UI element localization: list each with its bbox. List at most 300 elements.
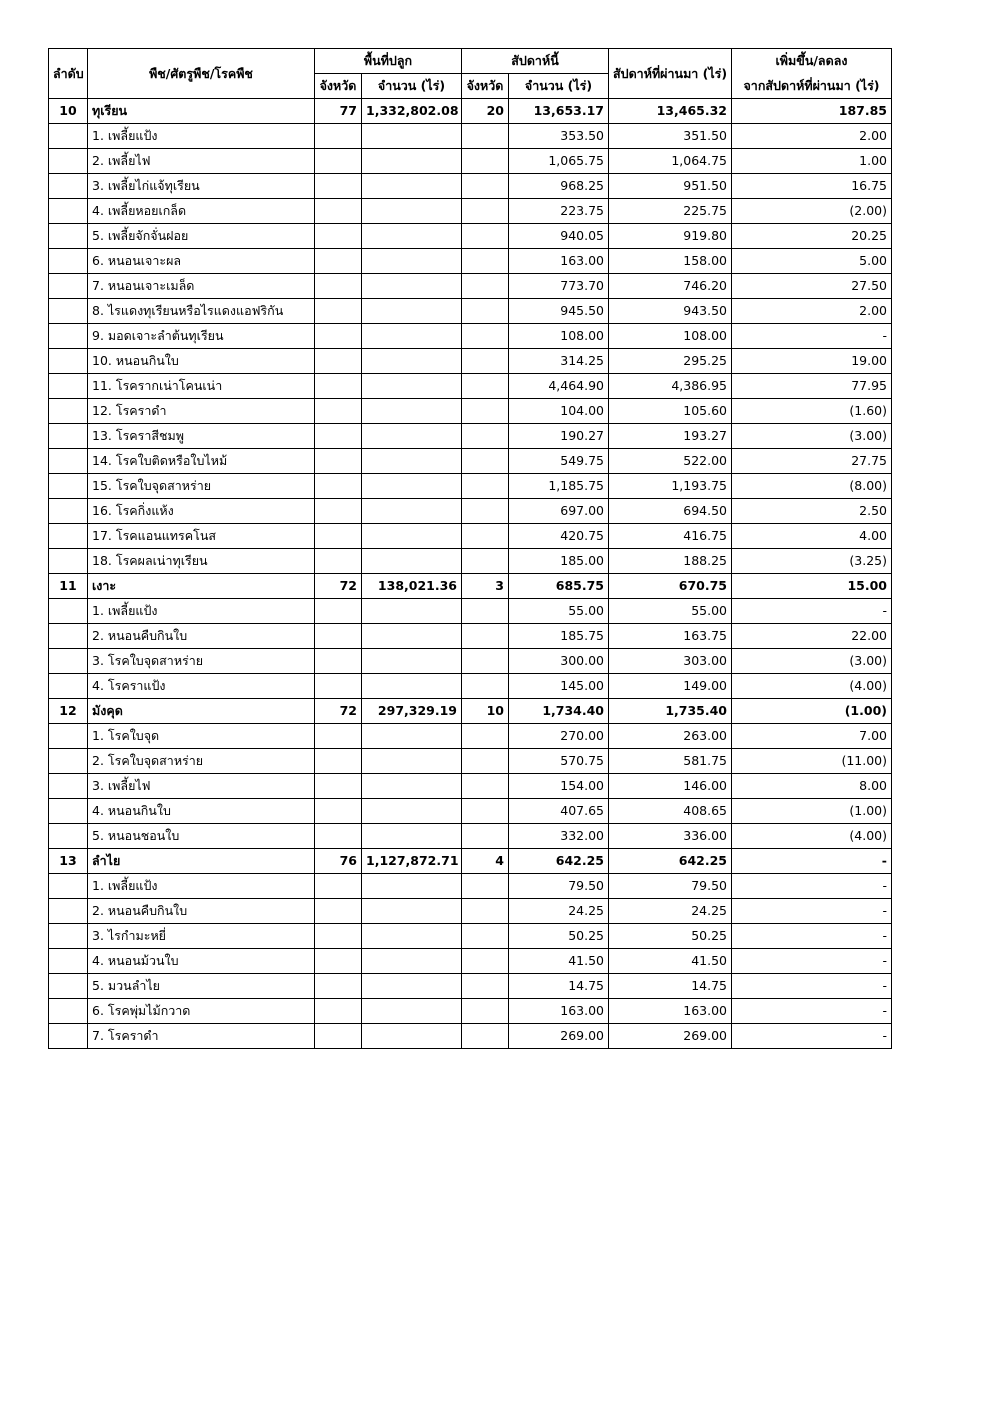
pest-name: 12. โรคราดำ [88, 399, 315, 424]
pest-provinces-empty [315, 799, 362, 824]
pest-week-area: 420.75 [509, 524, 609, 549]
crop-name: ทุเรียน [88, 99, 315, 124]
pest-week-area: 145.00 [509, 674, 609, 699]
pest-week-provinces-empty [462, 399, 509, 424]
pest-planted-area-empty [362, 974, 462, 999]
pest-planted-area-empty [362, 524, 462, 549]
pest-row [49, 424, 892, 449]
pest-last-week: 41.50 [609, 949, 732, 974]
pest-last-week: 108.00 [609, 324, 732, 349]
pest-last-week: 1,064.75 [609, 149, 732, 174]
crop-row [49, 699, 892, 724]
pest-name: 8. ไรแดงทุเรียนหรือไรแดงแอฟริกัน [88, 299, 315, 324]
pest-change: - [732, 599, 892, 624]
pest-week-area: 269.00 [509, 1024, 609, 1049]
crop-week-area: 685.75 [509, 574, 609, 599]
pest-week-area: 41.50 [509, 949, 609, 974]
pest-name: 2. เพลี้ยไฟ [88, 149, 315, 174]
pest-row [49, 299, 892, 324]
pest-name: 4. หนอนกินใบ [88, 799, 315, 824]
pest-change: 8.00 [732, 774, 892, 799]
pest-number-empty [49, 649, 88, 674]
pest-week-area: 1,065.75 [509, 149, 609, 174]
pest-week-area: 300.00 [509, 649, 609, 674]
pest-change: 22.00 [732, 624, 892, 649]
pest-row [49, 999, 892, 1024]
pest-row [49, 924, 892, 949]
pest-number-empty [49, 449, 88, 474]
pest-week-area: 185.75 [509, 624, 609, 649]
pest-name: 4. โรคราแป้ง [88, 674, 315, 699]
crop-provinces: 72 [315, 574, 362, 599]
crop-week-provinces: 3 [462, 574, 509, 599]
crop-last-week: 670.75 [609, 574, 732, 599]
pest-week-provinces-empty [462, 274, 509, 299]
pest-planted-area-empty [362, 899, 462, 924]
header-week-province: จังหวัด [462, 74, 509, 99]
pest-last-week: 146.00 [609, 774, 732, 799]
pest-change: - [732, 974, 892, 999]
pest-number-empty [49, 949, 88, 974]
pest-row [49, 274, 892, 299]
pest-row [49, 774, 892, 799]
pest-last-week: 269.00 [609, 1024, 732, 1049]
pest-last-week: 746.20 [609, 274, 732, 299]
header-week-amount: จำนวน (ไร่) [509, 74, 609, 99]
pest-number-empty [49, 624, 88, 649]
pest-provinces-empty [315, 949, 362, 974]
pest-row [49, 449, 892, 474]
pest-last-week: 193.27 [609, 424, 732, 449]
pest-name: 7. โรคราดำ [88, 1024, 315, 1049]
crop-change: 187.85 [732, 99, 892, 124]
pest-row [49, 224, 892, 249]
pest-number-empty [49, 824, 88, 849]
pest-number-empty [49, 149, 88, 174]
pest-provinces-empty [315, 724, 362, 749]
pest-row [49, 874, 892, 899]
pest-week-provinces-empty [462, 524, 509, 549]
pest-name: 18. โรคผลเน่าทุเรียน [88, 549, 315, 574]
pest-week-area: 163.00 [509, 999, 609, 1024]
pest-last-week: 581.75 [609, 749, 732, 774]
pest-week-provinces-empty [462, 499, 509, 524]
pest-week-provinces-empty [462, 324, 509, 349]
pest-week-provinces-empty [462, 549, 509, 574]
crop-week-provinces: 10 [462, 699, 509, 724]
pest-number-empty [49, 999, 88, 1024]
pest-change: (3.00) [732, 424, 892, 449]
pest-week-area: 14.75 [509, 974, 609, 999]
crop-week-area: 642.25 [509, 849, 609, 874]
pest-change: 20.25 [732, 224, 892, 249]
pest-last-week: 105.60 [609, 399, 732, 424]
pest-planted-area-empty [362, 174, 462, 199]
pest-change: 4.00 [732, 524, 892, 549]
pest-last-week: 55.00 [609, 599, 732, 624]
pest-week-area: 4,464.90 [509, 374, 609, 399]
pest-week-provinces-empty [462, 999, 509, 1024]
crop-number: 13 [49, 849, 88, 874]
pest-last-week: 263.00 [609, 724, 732, 749]
pest-provinces-empty [315, 399, 362, 424]
pest-change: 27.75 [732, 449, 892, 474]
pest-planted-area-empty [362, 549, 462, 574]
crop-planted-area: 297,329.19 [362, 699, 462, 724]
pest-name: 13. โรคราสีชมพู [88, 424, 315, 449]
pest-row [49, 599, 892, 624]
pest-provinces-empty [315, 1024, 362, 1049]
crop-number: 12 [49, 699, 88, 724]
pest-week-provinces-empty [462, 824, 509, 849]
pest-name: 15. โรคใบจุดสาหร่าย [88, 474, 315, 499]
pest-change: 77.95 [732, 374, 892, 399]
pest-last-week: 225.75 [609, 199, 732, 224]
pest-week-area: 108.00 [509, 324, 609, 349]
pest-row [49, 524, 892, 549]
pest-week-area: 185.00 [509, 549, 609, 574]
pest-name: 1. โรคใบจุด [88, 724, 315, 749]
pest-provinces-empty [315, 749, 362, 774]
pest-row [49, 824, 892, 849]
pest-planted-area-empty [362, 774, 462, 799]
pest-change: (3.00) [732, 649, 892, 674]
pest-week-provinces-empty [462, 474, 509, 499]
pest-last-week: 943.50 [609, 299, 732, 324]
pest-last-week: 336.00 [609, 824, 732, 849]
pest-row [49, 499, 892, 524]
pest-provinces-empty [315, 474, 362, 499]
pest-number-empty [49, 249, 88, 274]
pest-week-area: 163.00 [509, 249, 609, 274]
pest-planted-area-empty [362, 424, 462, 449]
pest-planted-area-empty [362, 649, 462, 674]
pest-provinces-empty [315, 174, 362, 199]
pest-week-area: 223.75 [509, 199, 609, 224]
pest-report-table [48, 48, 892, 1049]
pest-number-empty [49, 199, 88, 224]
pest-name: 10. หนอนกินใบ [88, 349, 315, 374]
pest-provinces-empty [315, 974, 362, 999]
pest-change: (4.00) [732, 674, 892, 699]
crop-change: 15.00 [732, 574, 892, 599]
pest-row [49, 374, 892, 399]
pest-provinces-empty [315, 224, 362, 249]
pest-last-week: 951.50 [609, 174, 732, 199]
pest-week-area: 1,185.75 [509, 474, 609, 499]
pest-name: 17. โรคแอนแทรคโนส [88, 524, 315, 549]
pest-row [49, 349, 892, 374]
pest-provinces-empty [315, 649, 362, 674]
crop-name: มังคุด [88, 699, 315, 724]
pest-week-provinces-empty [462, 974, 509, 999]
pest-name: 5. เพลี้ยจักจั่นฝอย [88, 224, 315, 249]
pest-week-provinces-empty [462, 424, 509, 449]
pest-week-area: 104.00 [509, 399, 609, 424]
pest-row [49, 199, 892, 224]
pest-row [49, 624, 892, 649]
pest-change: - [732, 324, 892, 349]
pest-name: 5. มวนลำไย [88, 974, 315, 999]
pest-week-provinces-empty [462, 374, 509, 399]
pest-week-provinces-empty [462, 799, 509, 824]
pest-number-empty [49, 724, 88, 749]
pest-planted-area-empty [362, 224, 462, 249]
pest-week-area: 353.50 [509, 124, 609, 149]
pest-last-week: 295.25 [609, 349, 732, 374]
pest-number-empty [49, 899, 88, 924]
pest-last-week: 163.00 [609, 999, 732, 1024]
pest-week-provinces-empty [462, 774, 509, 799]
header-province: จังหวัด [315, 74, 362, 99]
pest-number-empty [49, 974, 88, 999]
pest-change: - [732, 949, 892, 974]
pest-week-area: 55.00 [509, 599, 609, 624]
crop-change: - [732, 849, 892, 874]
pest-planted-area-empty [362, 824, 462, 849]
crop-name: ลำไย [88, 849, 315, 874]
pest-change: (1.00) [732, 799, 892, 824]
pest-number-empty [49, 299, 88, 324]
pest-row [49, 249, 892, 274]
pest-week-provinces-empty [462, 1024, 509, 1049]
pest-row [49, 949, 892, 974]
pest-change: (11.00) [732, 749, 892, 774]
pest-provinces-empty [315, 899, 362, 924]
pest-number-empty [49, 599, 88, 624]
pest-change: 27.50 [732, 274, 892, 299]
pest-provinces-empty [315, 924, 362, 949]
pest-last-week: 919.80 [609, 224, 732, 249]
header-change-line1: เพิ่มขึ้น/ลดลง [732, 49, 892, 74]
pest-planted-area-empty [362, 449, 462, 474]
pest-change: 5.00 [732, 249, 892, 274]
pest-week-area: 940.05 [509, 224, 609, 249]
pest-week-area: 190.27 [509, 424, 609, 449]
pest-week-area: 697.00 [509, 499, 609, 524]
pest-number-empty [49, 399, 88, 424]
pest-planted-area-empty [362, 299, 462, 324]
pest-planted-area-empty [362, 474, 462, 499]
pest-row [49, 799, 892, 824]
pest-week-area: 332.00 [509, 824, 609, 849]
pest-last-week: 163.75 [609, 624, 732, 649]
pest-change: 19.00 [732, 349, 892, 374]
pest-week-provinces-empty [462, 599, 509, 624]
pest-change: 7.00 [732, 724, 892, 749]
pest-number-empty [49, 524, 88, 549]
pest-provinces-empty [315, 874, 362, 899]
pest-provinces-empty [315, 124, 362, 149]
pest-number-empty [49, 274, 88, 299]
pest-last-week: 14.75 [609, 974, 732, 999]
header-this-week: สัปดาห์นี้ [462, 49, 609, 74]
pest-week-area: 549.75 [509, 449, 609, 474]
pest-provinces-empty [315, 274, 362, 299]
pest-planted-area-empty [362, 149, 462, 174]
pest-change: 2.00 [732, 124, 892, 149]
pest-week-area: 968.25 [509, 174, 609, 199]
pest-row [49, 674, 892, 699]
pest-name: 2. หนอนคืบกินใบ [88, 624, 315, 649]
crop-last-week: 1,735.40 [609, 699, 732, 724]
pest-row [49, 324, 892, 349]
pest-name: 6. โรคพุ่มไม้กวาด [88, 999, 315, 1024]
pest-change: - [732, 924, 892, 949]
crop-number: 10 [49, 99, 88, 124]
pest-week-provinces-empty [462, 249, 509, 274]
pest-provinces-empty [315, 549, 362, 574]
pest-week-provinces-empty [462, 174, 509, 199]
pest-last-week: 522.00 [609, 449, 732, 474]
crop-week-area: 1,734.40 [509, 699, 609, 724]
crop-planted-area: 138,021.36 [362, 574, 462, 599]
pest-name: 16. โรคกิ่งแห้ง [88, 499, 315, 524]
header-change-line2: จากสัปดาห์ที่ผ่านมา (ไร่) [732, 74, 892, 99]
table-header [49, 49, 892, 99]
pest-planted-area-empty [362, 274, 462, 299]
pest-planted-area-empty [362, 249, 462, 274]
pest-number-empty [49, 474, 88, 499]
pest-week-provinces-empty [462, 449, 509, 474]
pest-change: - [732, 874, 892, 899]
pest-change: (4.00) [732, 824, 892, 849]
pest-week-provinces-empty [462, 649, 509, 674]
pest-number-empty [49, 774, 88, 799]
table-body [49, 99, 892, 1049]
pest-week-provinces-empty [462, 949, 509, 974]
pest-planted-area-empty [362, 749, 462, 774]
pest-number-empty [49, 424, 88, 449]
pest-change: (1.60) [732, 399, 892, 424]
pest-name: 7. หนอนเจาะเมล็ด [88, 274, 315, 299]
pest-week-provinces-empty [462, 124, 509, 149]
pest-number-empty [49, 1024, 88, 1049]
pest-number-empty [49, 324, 88, 349]
pest-week-provinces-empty [462, 224, 509, 249]
pest-provinces-empty [315, 149, 362, 174]
pest-provinces-empty [315, 774, 362, 799]
pest-last-week: 351.50 [609, 124, 732, 149]
pest-name: 1. เพลี้ยแป้ง [88, 124, 315, 149]
pest-last-week: 303.00 [609, 649, 732, 674]
pest-change: (3.25) [732, 549, 892, 574]
pest-planted-area-empty [362, 799, 462, 824]
pest-provinces-empty [315, 349, 362, 374]
pest-change: - [732, 1024, 892, 1049]
pest-change: 16.75 [732, 174, 892, 199]
crop-planted-area: 1,332,802.08 [362, 99, 462, 124]
pest-provinces-empty [315, 624, 362, 649]
header-item: พืช/ศัตรูพืช/โรคพืช [88, 49, 315, 99]
pest-week-provinces-empty [462, 674, 509, 699]
pest-name: 11. โรครากเน่าโคนเน่า [88, 374, 315, 399]
crop-row [49, 849, 892, 874]
pest-number-empty [49, 799, 88, 824]
pest-provinces-empty [315, 449, 362, 474]
pest-week-provinces-empty [462, 199, 509, 224]
pest-name: 2. หนอนคืบกินใบ [88, 899, 315, 924]
pest-week-provinces-empty [462, 724, 509, 749]
header-last-week: สัปดาห์ที่ผ่านมา (ไร่) [609, 49, 732, 99]
pest-provinces-empty [315, 199, 362, 224]
pest-week-provinces-empty [462, 874, 509, 899]
pest-row [49, 474, 892, 499]
header-amount: จำนวน (ไร่) [362, 74, 462, 99]
pest-number-empty [49, 674, 88, 699]
crop-name: เงาะ [88, 574, 315, 599]
pest-name: 3. ไรกำมะหยี่ [88, 924, 315, 949]
pest-number-empty [49, 874, 88, 899]
crop-provinces: 72 [315, 699, 362, 724]
pest-row [49, 974, 892, 999]
header-no: ลำดับ [49, 49, 88, 99]
pest-last-week: 149.00 [609, 674, 732, 699]
pest-provinces-empty [315, 499, 362, 524]
pest-last-week: 158.00 [609, 249, 732, 274]
pest-name: 5. หนอนชอนใบ [88, 824, 315, 849]
pest-week-area: 79.50 [509, 874, 609, 899]
pest-planted-area-empty [362, 724, 462, 749]
pest-row [49, 724, 892, 749]
pest-number-empty [49, 374, 88, 399]
pest-planted-area-empty [362, 199, 462, 224]
crop-week-provinces: 4 [462, 849, 509, 874]
pest-row [49, 899, 892, 924]
pest-provinces-empty [315, 299, 362, 324]
pest-week-area: 945.50 [509, 299, 609, 324]
crop-row [49, 574, 892, 599]
pest-last-week: 24.25 [609, 899, 732, 924]
pest-change: (2.00) [732, 199, 892, 224]
pest-number-empty [49, 349, 88, 374]
pest-row [49, 1024, 892, 1049]
pest-last-week: 1,193.75 [609, 474, 732, 499]
pest-last-week: 408.65 [609, 799, 732, 824]
pest-week-provinces-empty [462, 749, 509, 774]
pest-planted-area-empty [362, 999, 462, 1024]
pest-number-empty [49, 224, 88, 249]
pest-week-area: 314.25 [509, 349, 609, 374]
pest-change: - [732, 899, 892, 924]
crop-provinces: 77 [315, 99, 362, 124]
crop-provinces: 76 [315, 849, 362, 874]
pest-number-empty [49, 174, 88, 199]
pest-row [49, 124, 892, 149]
pest-row [49, 149, 892, 174]
pest-name: 4. หนอนม้วนใบ [88, 949, 315, 974]
pest-name: 3. เพลี้ยไฟ [88, 774, 315, 799]
pest-planted-area-empty [362, 1024, 462, 1049]
pest-planted-area-empty [362, 924, 462, 949]
pest-week-area: 270.00 [509, 724, 609, 749]
crop-week-provinces: 20 [462, 99, 509, 124]
pest-name: 1. เพลี้ยแป้ง [88, 874, 315, 899]
pest-provinces-empty [315, 674, 362, 699]
pest-row [49, 749, 892, 774]
pest-change: 1.00 [732, 149, 892, 174]
crop-planted-area: 1,127,872.71 [362, 849, 462, 874]
pest-name: 3. โรคใบจุดสาหร่าย [88, 649, 315, 674]
pest-provinces-empty [315, 999, 362, 1024]
pest-name: 3. เพลี้ยไก่แจ้ทุเรียน [88, 174, 315, 199]
pest-provinces-empty [315, 374, 362, 399]
pest-last-week: 4,386.95 [609, 374, 732, 399]
pest-number-empty [49, 499, 88, 524]
pest-planted-area-empty [362, 349, 462, 374]
crop-week-area: 13,653.17 [509, 99, 609, 124]
pest-planted-area-empty [362, 374, 462, 399]
